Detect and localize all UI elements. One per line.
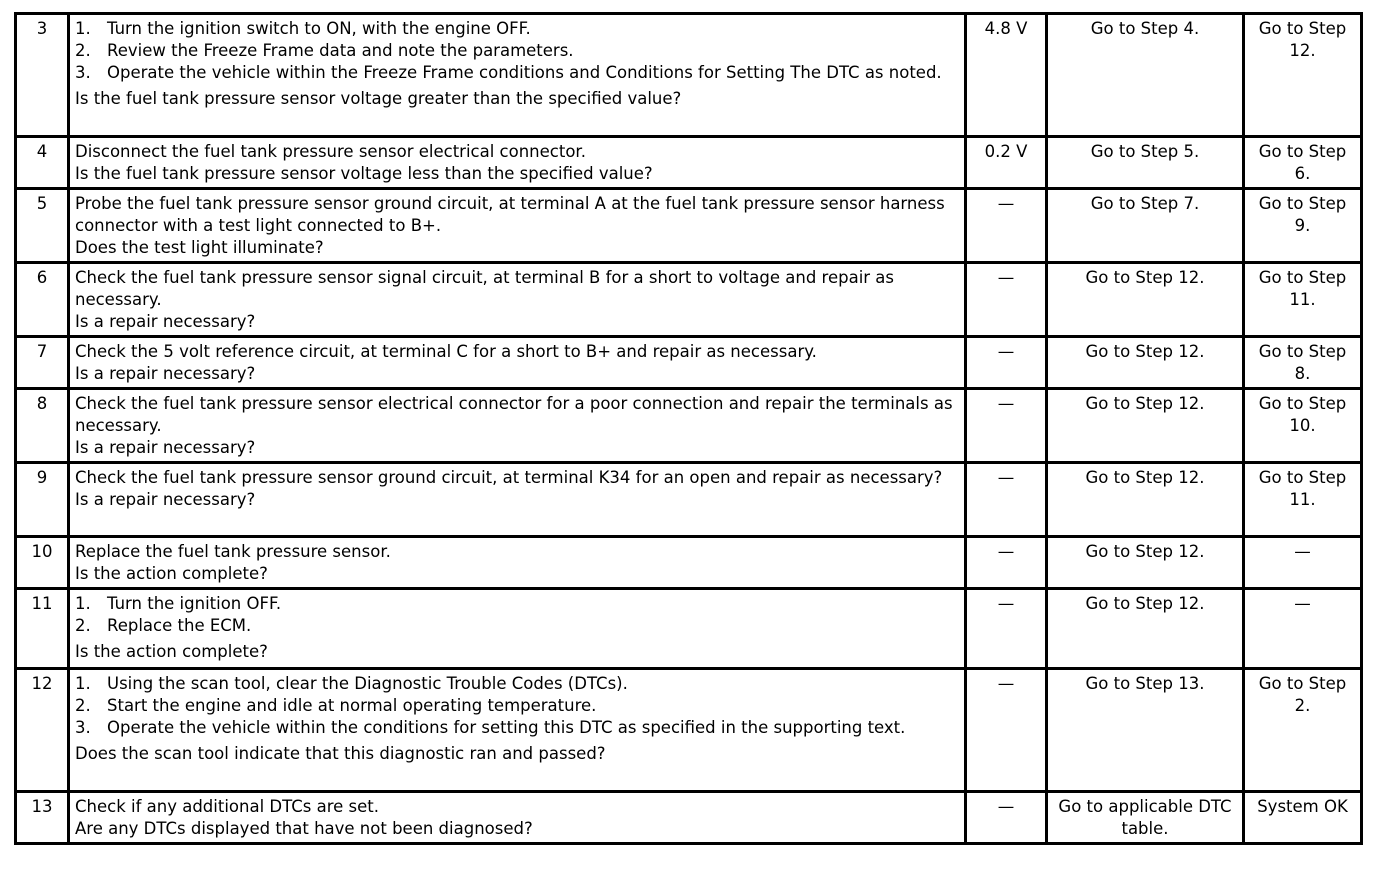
no-result: Go to Step 8. xyxy=(1244,337,1362,389)
step-number: 12 xyxy=(16,669,69,792)
procedure-item xyxy=(75,673,959,695)
table-row xyxy=(16,263,1362,337)
specified-value: 4.8 V xyxy=(966,14,1047,137)
yes-result: Go to Step 12. xyxy=(1047,463,1244,537)
action-line: Probe the fuel tank pressure sensor ground circuit, at terminal A at the fuel tank pressure sensor harness connector with a test light connected to B+. xyxy=(75,194,945,235)
action-question: Is the fuel tank pressure sensor voltage greater than the specified value? xyxy=(75,89,682,108)
no-result: Go to Step 10. xyxy=(1244,389,1362,463)
action-line: Replace the fuel tank pressure sensor. xyxy=(75,542,391,561)
action-cell xyxy=(69,537,966,589)
procedure-item xyxy=(75,615,959,637)
action-cell xyxy=(69,189,966,263)
procedure-item-number: 1. xyxy=(75,19,91,38)
action-cell xyxy=(69,389,966,463)
step-number: 9 xyxy=(16,463,69,537)
procedure-item xyxy=(75,695,959,717)
no-result: Go to Step 2. xyxy=(1244,669,1362,792)
yes-result: Go to Step 12. xyxy=(1047,389,1244,463)
procedure-item xyxy=(75,717,959,739)
no-result: — xyxy=(1244,537,1362,589)
procedure-item-text: Turn the ignition OFF. xyxy=(107,594,282,613)
action-cell xyxy=(69,792,966,844)
procedure-item xyxy=(75,593,959,615)
step-number: 3 xyxy=(16,14,69,137)
action-question: Does the scan tool indicate that this diagnostic ran and passed? xyxy=(75,744,606,763)
procedure-item-text: Operate the vehicle within the Freeze Frame conditions and Conditions for Setting The DTC as noted. xyxy=(107,63,942,82)
yes-result: Go to Step 13. xyxy=(1047,669,1244,792)
action-line: Is a repair necessary? xyxy=(75,490,256,509)
table-row xyxy=(16,189,1362,263)
action-cell xyxy=(69,669,966,792)
procedure-item xyxy=(75,18,959,40)
table-row xyxy=(16,669,1362,792)
table-row xyxy=(16,137,1362,189)
no-result: System OK xyxy=(1244,792,1362,844)
procedure-item-text: Turn the ignition switch to ON, with the engine OFF. xyxy=(107,19,531,38)
yes-result: Go to applicable DTC table. xyxy=(1047,792,1244,844)
no-result: Go to Step 12. xyxy=(1244,14,1362,137)
action-line: Disconnect the fuel tank pressure sensor electrical connector. xyxy=(75,142,586,161)
specified-value: — xyxy=(966,263,1047,337)
table-row xyxy=(16,537,1362,589)
no-result: Go to Step 9. xyxy=(1244,189,1362,263)
procedure-item-number: 2. xyxy=(75,41,91,60)
specified-value: — xyxy=(966,669,1047,792)
yes-result: Go to Step 12. xyxy=(1047,537,1244,589)
procedure-item-number: 1. xyxy=(75,674,91,693)
action-cell xyxy=(69,14,966,137)
action-line: Is a repair necessary? xyxy=(75,364,256,383)
yes-result: Go to Step 12. xyxy=(1047,263,1244,337)
action-line: Are any DTCs displayed that have not been diagnosed? xyxy=(75,819,533,838)
yes-result: Go to Step 7. xyxy=(1047,189,1244,263)
step-number: 11 xyxy=(16,589,69,669)
action-line: Check the fuel tank pressure sensor electrical connector for a poor connection and repair the terminals as necessary. xyxy=(75,394,953,435)
action-cell xyxy=(69,137,966,189)
step-number: 10 xyxy=(16,537,69,589)
procedure-item-number: 2. xyxy=(75,696,91,715)
action-line: Check the 5 volt reference circuit, at terminal C for a short to B+ and repair as necessary. xyxy=(75,342,817,361)
specified-value: — xyxy=(966,337,1047,389)
action-cell xyxy=(69,463,966,537)
action-line: Check the fuel tank pressure sensor ground circuit, at terminal K34 for an open and repair as necessary? xyxy=(75,468,943,487)
diagnostic-table xyxy=(14,12,1363,845)
table-row xyxy=(16,14,1362,137)
action-line: Does the test light illuminate? xyxy=(75,238,324,257)
action-line: Is the fuel tank pressure sensor voltage less than the specified value? xyxy=(75,164,653,183)
procedure-item-number: 1. xyxy=(75,594,91,613)
action-line: Check the fuel tank pressure sensor signal circuit, at terminal B for a short to voltage and repair as necessary. xyxy=(75,268,895,309)
no-result: Go to Step 11. xyxy=(1244,263,1362,337)
yes-result: Go to Step 5. xyxy=(1047,137,1244,189)
step-number: 5 xyxy=(16,189,69,263)
procedure-item xyxy=(75,40,959,62)
specified-value: — xyxy=(966,537,1047,589)
action-line: Is a repair necessary? xyxy=(75,438,256,457)
step-number: 4 xyxy=(16,137,69,189)
no-result: Go to Step 11. xyxy=(1244,463,1362,537)
specified-value: — xyxy=(966,189,1047,263)
procedure-item-text: Start the engine and idle at normal operating temperature. xyxy=(107,696,597,715)
no-result: — xyxy=(1244,589,1362,669)
table-row xyxy=(16,389,1362,463)
specified-value: — xyxy=(966,463,1047,537)
table-row xyxy=(16,792,1362,844)
procedure-item-text: Replace the ECM. xyxy=(107,616,252,635)
action-line: Check if any additional DTCs are set. xyxy=(75,797,379,816)
step-number: 7 xyxy=(16,337,69,389)
procedure-item xyxy=(75,62,959,84)
action-question: Is the action complete? xyxy=(75,642,268,661)
action-cell xyxy=(69,589,966,669)
action-line: Is the action complete? xyxy=(75,564,268,583)
table-row xyxy=(16,463,1362,537)
procedure-item-text: Operate the vehicle within the conditions for setting this DTC as specified in the supporting text. xyxy=(107,718,906,737)
specified-value: — xyxy=(966,589,1047,669)
no-result: Go to Step 6. xyxy=(1244,137,1362,189)
procedure-item-number: 3. xyxy=(75,718,91,737)
step-number: 13 xyxy=(16,792,69,844)
procedure-item-text: Using the scan tool, clear the Diagnostic Trouble Codes (DTCs). xyxy=(107,674,628,693)
action-line: Is a repair necessary? xyxy=(75,312,256,331)
specified-value: — xyxy=(966,792,1047,844)
specified-value: 0.2 V xyxy=(966,137,1047,189)
table-row xyxy=(16,337,1362,389)
procedure-item-number: 2. xyxy=(75,616,91,635)
yes-result: Go to Step 12. xyxy=(1047,589,1244,669)
procedure-item-text: Review the Freeze Frame data and note the parameters. xyxy=(107,41,574,60)
table-row xyxy=(16,589,1362,669)
action-cell xyxy=(69,337,966,389)
yes-result: Go to Step 12. xyxy=(1047,337,1244,389)
specified-value: — xyxy=(966,389,1047,463)
procedure-item-number: 3. xyxy=(75,63,91,82)
step-number: 8 xyxy=(16,389,69,463)
action-cell xyxy=(69,263,966,337)
step-number: 6 xyxy=(16,263,69,337)
yes-result: Go to Step 4. xyxy=(1047,14,1244,137)
table-body xyxy=(16,14,1362,844)
